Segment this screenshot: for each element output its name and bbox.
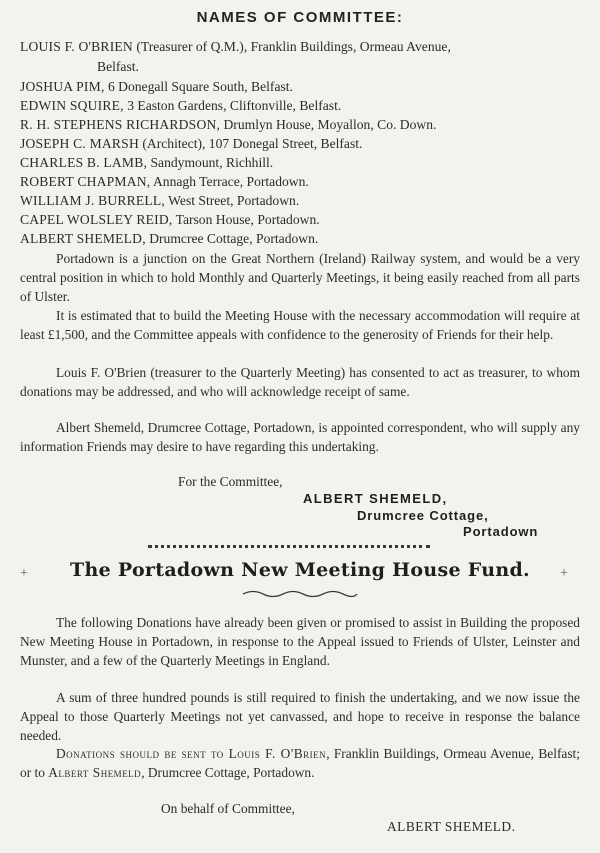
member-detail: 3 Easton Gardens, Cliftonville, Belfast. (123, 98, 342, 113)
member-detail: Drumcree Cottage, Portadown. (145, 231, 319, 246)
member-detail: Tarson House, Portadown. (172, 212, 320, 227)
member-name: CHARLES B. LAMB, (20, 155, 148, 170)
member-name: LOUIS F. O'BRIEN (20, 39, 133, 54)
committee-member-cont: Belfast. (97, 59, 139, 74)
cross-ornament-left: + (20, 566, 28, 581)
send-mid: , Franklin Buildings, Ormeau Avenue, Belfast; or to (20, 746, 580, 780)
signature-address-line1: Drumcree Cottage, (357, 508, 489, 523)
send-name: Albert Shemeld (48, 765, 142, 780)
send-lead: Donations should be sent to Louis F. O'Brien (56, 746, 327, 761)
member-name: ALBERT SHEMELD, (20, 231, 146, 246)
dotted-divider (148, 545, 430, 551)
send-tail: , Drumcree Cottage, Portadown. (141, 765, 315, 780)
member-name: JOSHUA PIM, (20, 79, 105, 94)
member-detail: Sandymount, Richhill. (147, 155, 274, 170)
fund-title: The Portadown New Meeting House Fund. (70, 559, 530, 581)
committee-member (20, 136, 362, 152)
member-name: EDWIN SQUIRE, (20, 98, 124, 113)
paragraph-junction: Portadown is a junction on the Great Northern (Ireland) Railway system, and would be a very central position in which to hold Monthly and Quarterly Meetings, it being easily reached from all parts of Ulster. (20, 251, 580, 304)
paragraph-treasurer: Louis F. O'Brien (treasurer to the Quarterly Meeting) has consented to act as treasurer, to whom donations may be addressed, and who will acknowledge receipt of same. (20, 365, 580, 399)
member-name: CAPEL WOLSLEY REID, (20, 212, 173, 227)
member-name: WILLIAM J. BURRELL, (20, 193, 166, 208)
flourish-ornament (241, 588, 359, 600)
committee-member (20, 117, 436, 133)
cross-ornament-right: + (560, 566, 568, 581)
committee-member (20, 39, 451, 55)
final-signature: ALBERT SHEMELD. (387, 819, 516, 834)
member-detail: (Treasurer of Q.M.), Franklin Buildings, Ormeau Avenue, (132, 39, 451, 54)
member-name: R. H. STEPHENS RICHARDSON, (20, 117, 221, 132)
signature-address-line2: Portadown (463, 524, 539, 539)
member-detail: West Street, Portadown. (165, 193, 300, 208)
committee-member (20, 174, 309, 190)
member-detail: (Architect), 107 Donegal Street, Belfast. (138, 136, 363, 151)
fund-paragraph-appeal: A sum of three hundred pounds is still required to finish the undertaking, and we now issue the Appeal to those Quarterly Meetings not yet canvassed, and hope to receive in response the balance needed. (20, 690, 580, 743)
signature-for: For the Committee, (178, 474, 283, 489)
paragraph-estimate: It is estimated that to build the Meeting House with the necessary accommodation will require at least £1,500, and the Committee appeals with confidence to the generosity of Friends for their help. (20, 308, 580, 342)
member-detail: 6 Donegall Square South, Belfast. (104, 79, 293, 94)
member-detail: Annagh Terrace, Portadown. (150, 174, 309, 189)
committee-member (20, 79, 293, 95)
committee-member (20, 155, 273, 171)
signature-name: ALBERT SHEMELD, (303, 491, 448, 506)
member-detail: Drumlyn House, Moyallon, Co. Down. (220, 117, 437, 132)
member-name: ROBERT CHAPMAN, (20, 174, 151, 189)
committee-member (20, 193, 299, 209)
fund-paragraph-donations: The following Donations have already been given or promised to assist in Building the proposed New Meeting House in Portadown, in response to the Appeal issued to Friends of Ulster, Leinster and Munster, and a few of the Quarterly Meetings in England. (20, 615, 580, 668)
member-name: JOSEPH C. MARSH (20, 136, 139, 151)
committee-member (20, 212, 320, 228)
behalf-line: On behalf of Committee, (161, 801, 295, 816)
committee-member (20, 231, 318, 247)
committee-heading: NAMES OF COMMITTEE: (196, 9, 404, 26)
committee-member (20, 98, 341, 114)
paragraph-correspondent: Albert Shemeld, Drumcree Cottage, Portadown, is appointed correspondent, who will supply any information Friends may desire to have regarding this undertaking. (20, 420, 580, 454)
fund-paragraph-send (20, 744, 580, 782)
